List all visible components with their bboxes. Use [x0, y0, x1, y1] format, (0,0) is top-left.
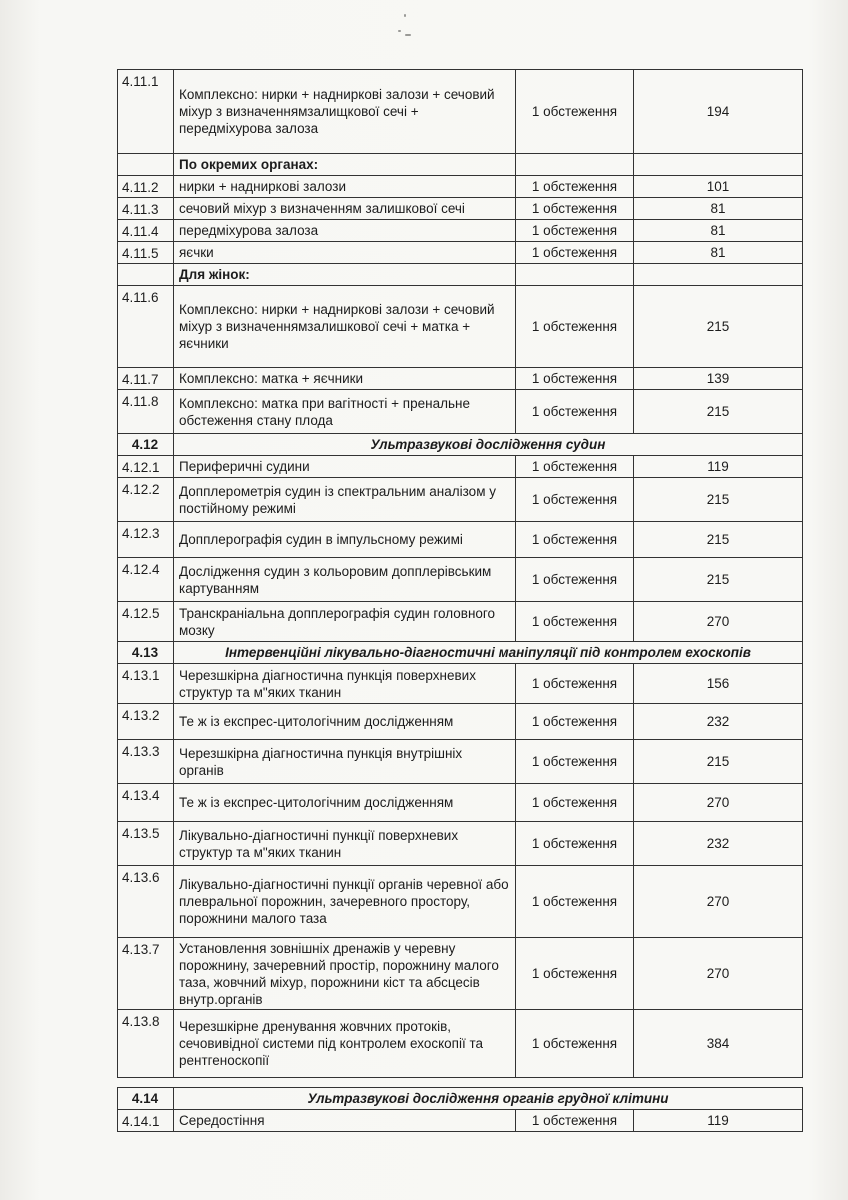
scan-speck [398, 30, 401, 32]
price-value: 270 [634, 602, 803, 642]
unit-of-measure: 1 обстеження [516, 456, 634, 478]
unit-of-measure: 1 обстеження [516, 70, 634, 154]
item-number [118, 154, 174, 176]
table-row [118, 558, 803, 602]
item-number: 4.11.3 [118, 198, 174, 220]
item-number: 4.11.1 [118, 70, 174, 154]
unit-of-measure: 1 обстеження [516, 740, 634, 784]
section-number: 4.14 [118, 1088, 174, 1110]
item-number: 4.14.1 [118, 1110, 174, 1132]
service-description: Комплексно: нирки + надниркові залози + сечовий міхур з визначеннямзалищкової сечі + передміхурова залоза [174, 70, 516, 154]
table-row [118, 664, 803, 704]
price-value: 81 [634, 242, 803, 264]
price-cell [634, 154, 803, 176]
unit-of-measure: 1 обстеження [516, 1010, 634, 1078]
price-value: 215 [634, 558, 803, 602]
unit-of-measure: 1 обстеження [516, 242, 634, 264]
price-value: 81 [634, 220, 803, 242]
table-row [118, 456, 803, 478]
item-number: 4.11.6 [118, 286, 174, 368]
service-description: Комплексно: матка при вагітності + пренальне обстеження стану плода [174, 390, 516, 434]
service-description: яєчки [174, 242, 516, 264]
unit-of-measure: 1 обстеження [516, 390, 634, 434]
item-number: 4.11.4 [118, 220, 174, 242]
unit-of-measure: 1 обстеження [516, 198, 634, 220]
price-value: 270 [634, 938, 803, 1010]
unit-of-measure: 1 обстеження [516, 602, 634, 642]
section-header-row [118, 1088, 803, 1110]
price-value: 232 [634, 704, 803, 740]
table-row [118, 740, 803, 784]
unit-of-measure: 1 обстеження [516, 938, 634, 1010]
service-description: Дослідження судин з кольоровим допплерівським картуванням [174, 558, 516, 602]
item-number: 4.13.3 [118, 740, 174, 784]
item-number: 4.13.1 [118, 664, 174, 704]
item-number: 4.11.2 [118, 176, 174, 198]
price-value: 101 [634, 176, 803, 198]
price-value: 270 [634, 866, 803, 938]
scan-speck [404, 14, 406, 17]
section-title: Ультразвукові дослідження судин [174, 434, 803, 456]
service-description: Те ж із експрес-цитологічним дослідженням [174, 704, 516, 740]
service-description: Лікувально-діагностичні пункції органів черевної або плевральної порожнин, зачеревного простору, порожнини малого таза [174, 866, 516, 938]
section-header-row [118, 434, 803, 456]
price-value: 139 [634, 368, 803, 390]
service-description: сечовий міхур з визначенням залишкової сечі [174, 198, 516, 220]
item-number: 4.13.7 [118, 938, 174, 1010]
table-row [118, 176, 803, 198]
unit-of-measure: 1 обстеження [516, 522, 634, 558]
service-description: Середостіння [174, 1110, 516, 1132]
unit-of-measure: 1 обстеження [516, 220, 634, 242]
service-description: Транскраніальна допплерографія судин головного мозку [174, 602, 516, 642]
unit-cell [516, 264, 634, 286]
unit-of-measure: 1 обстеження [516, 784, 634, 822]
price-value: 156 [634, 664, 803, 704]
unit-of-measure: 1 обстеження [516, 368, 634, 390]
table-row [118, 1110, 803, 1132]
section-title: Ультразвукові дослідження органів грудної клітини [174, 1088, 803, 1110]
item-number: 4.13.6 [118, 866, 174, 938]
item-number: 4.11.8 [118, 390, 174, 434]
table-row [118, 704, 803, 740]
price-value: 215 [634, 522, 803, 558]
table-row [118, 368, 803, 390]
table-row [118, 784, 803, 822]
table-row [118, 602, 803, 642]
item-number: 4.12.1 [118, 456, 174, 478]
service-description: Комплексно: матка + яєчники [174, 368, 516, 390]
service-description: Черезшкірне дренування жовчних протоків, сечовивідної системи під контролем ехоскопії та рентгеноскопії [174, 1010, 516, 1078]
service-description: Допплерометрія судин із спектральним аналізом у постійному режимі [174, 478, 516, 522]
table-row [118, 286, 803, 368]
service-description: передміхурова залоза [174, 220, 516, 242]
price-table [117, 69, 803, 1078]
item-number [118, 264, 174, 286]
table-row [118, 522, 803, 558]
unit-of-measure: 1 обстеження [516, 1110, 634, 1132]
price-value: 81 [634, 198, 803, 220]
table-row [118, 866, 803, 938]
table-row [118, 1010, 803, 1078]
price-cell [634, 264, 803, 286]
table-row [118, 242, 803, 264]
price-value: 384 [634, 1010, 803, 1078]
item-number: 4.13.2 [118, 704, 174, 740]
table-row [118, 822, 803, 866]
item-number: 4.12.3 [118, 522, 174, 558]
unit-of-measure: 1 обстеження [516, 286, 634, 368]
service-description: Черезшкірна діагностична пункція внутрішніх органів [174, 740, 516, 784]
scan-speck [405, 34, 411, 36]
table-row [118, 390, 803, 434]
section-number: 4.12 [118, 434, 174, 456]
item-number: 4.12.4 [118, 558, 174, 602]
table-row [118, 478, 803, 522]
table-row [118, 938, 803, 1010]
service-description: Допплерографія судин в імпульсному режимі [174, 522, 516, 558]
service-description: Комплексно: нирки + надниркові залози + сечовий міхур з визначеннямзалишкової сечі + матка + яєчники [174, 286, 516, 368]
item-number: 4.13.5 [118, 822, 174, 866]
price-value: 119 [634, 456, 803, 478]
subgroup-row [118, 264, 803, 286]
price-value: 194 [634, 70, 803, 154]
unit-of-measure: 1 обстеження [516, 558, 634, 602]
item-number: 4.11.5 [118, 242, 174, 264]
unit-of-measure: 1 обстеження [516, 704, 634, 740]
item-number: 4.11.7 [118, 368, 174, 390]
unit-of-measure: 1 обстеження [516, 866, 634, 938]
subgroup-row [118, 154, 803, 176]
table-row [118, 220, 803, 242]
section-title: Інтервенційні лікувально-діагностичні маніпуляції під контролем ехоскопів [174, 642, 803, 664]
price-value: 215 [634, 478, 803, 522]
price-value: 215 [634, 286, 803, 368]
unit-cell [516, 154, 634, 176]
subgroup-label: По окремих органах: [174, 154, 516, 176]
service-description: Лікувально-діагностичні пункції поверхневих структур та м"яких тканин [174, 822, 516, 866]
service-description: Периферичні судини [174, 456, 516, 478]
service-description: Те ж із експрес-цитологічним дослідженням [174, 784, 516, 822]
table-row [118, 70, 803, 154]
item-number: 4.12.2 [118, 478, 174, 522]
price-value: 215 [634, 390, 803, 434]
subgroup-label: Для жінок: [174, 264, 516, 286]
service-description: Черезшкірна діагностична пункція поверхневих структур та м"яких тканин [174, 664, 516, 704]
price-value: 215 [634, 740, 803, 784]
price-value: 119 [634, 1110, 803, 1132]
table-row [118, 198, 803, 220]
price-table-continued [117, 1087, 803, 1132]
unit-of-measure: 1 обстеження [516, 478, 634, 522]
unit-of-measure: 1 обстеження [516, 664, 634, 704]
section-number: 4.13 [118, 642, 174, 664]
unit-of-measure: 1 обстеження [516, 176, 634, 198]
price-value: 270 [634, 784, 803, 822]
service-description: нирки + надниркові залози [174, 176, 516, 198]
price-value: 232 [634, 822, 803, 866]
item-number: 4.12.5 [118, 602, 174, 642]
item-number: 4.13.4 [118, 784, 174, 822]
item-number: 4.13.8 [118, 1010, 174, 1078]
section-header-row [118, 642, 803, 664]
service-description: Установлення зовнішніх дренажів у черевну порожнину, зачеревний простір, порожнину малого таза, жовчний міхур, порожнини кіст та абсцесів внутр.органів [174, 938, 516, 1010]
unit-of-measure: 1 обстеження [516, 822, 634, 866]
